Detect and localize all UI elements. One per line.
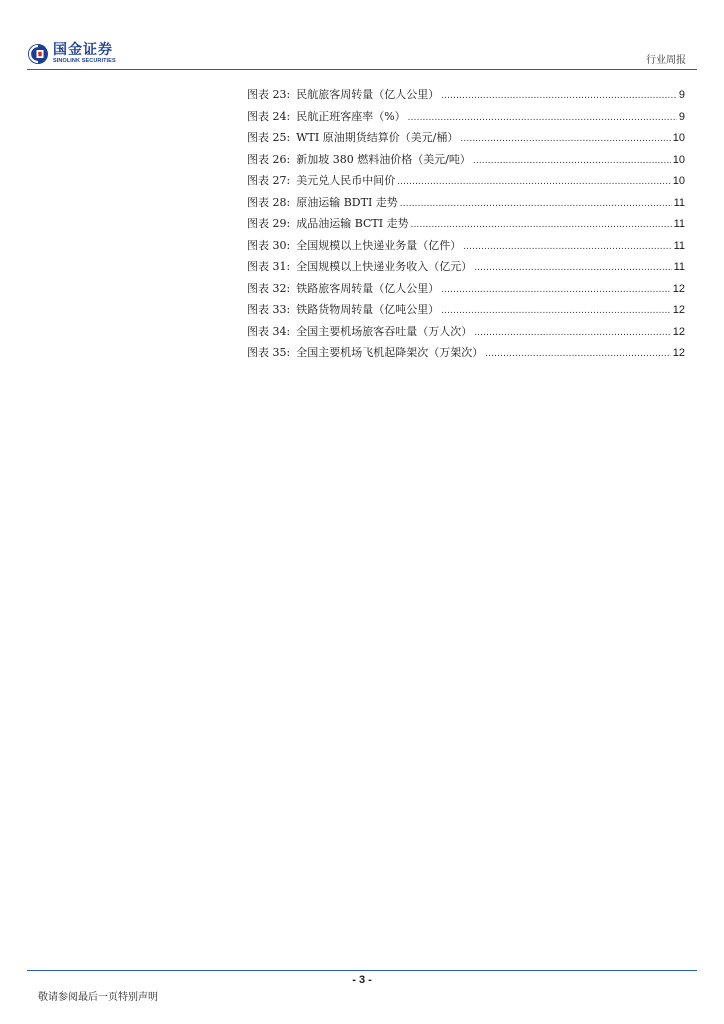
toc-entry-label: 图表 32: [247, 281, 291, 295]
toc-dot-leader [474, 262, 671, 273]
disclaimer-text: 敬请参阅最后一页特别声明 [38, 992, 158, 1003]
toc-entry[interactable] [247, 86, 685, 108]
toc-entry-page: 11 [673, 196, 685, 209]
toc-dot-leader [400, 198, 672, 209]
toc-entry-label: 图表 26: [247, 152, 291, 166]
toc-dot-leader [485, 348, 671, 359]
logo-chinese-name: 国金证券 [53, 42, 113, 59]
toc-entry[interactable] [247, 215, 685, 237]
toc-entry-title: 全国规模以上快递业务量（亿件） [296, 238, 462, 252]
toc-entry-page: 11 [673, 261, 685, 273]
logo-english-name: SINOLINK SECURITIES [53, 58, 116, 65]
toc-entry[interactable] [247, 258, 685, 280]
toc-dot-leader [441, 90, 677, 101]
toc-dot-leader [474, 327, 671, 338]
toc-entry-title: 全国主要机场飞机起降架次（万架次） [296, 346, 484, 359]
toc-entry-title: 美元兑人民币中间价 [296, 174, 396, 187]
toc-dot-leader [441, 284, 671, 295]
toc-entry-label: 图表 31: [247, 260, 291, 273]
toc-dot-leader [411, 219, 672, 230]
page-number: - 3 - [352, 974, 372, 986]
toc-entry-page: 12 [672, 304, 685, 316]
toc-entry-page: 9 [678, 89, 685, 101]
toc-entry[interactable] [247, 280, 685, 302]
toc-entry-label: 图表 34: [247, 324, 291, 338]
toc-entry-title: 成品油运输 BCTI 走势 [296, 217, 409, 230]
toc-dot-leader [408, 112, 677, 123]
toc-entry[interactable] [247, 344, 685, 366]
toc-entry-page: 12 [672, 282, 685, 295]
toc-entry-title: 铁路旅客周转量（亿人公里） [296, 281, 440, 295]
table-of-figures [247, 86, 685, 366]
toc-dot-leader [460, 133, 670, 144]
toc-entry-title: 原油运输 BDTI 走势 [296, 195, 398, 209]
toc-entry-page: 10 [672, 175, 685, 187]
toc-entry[interactable] [247, 108, 685, 130]
toc-dot-leader [397, 176, 671, 187]
logo-emblem-icon [27, 43, 49, 65]
toc-entry-page: 9 [678, 110, 685, 123]
toc-entry-page: 10 [672, 153, 685, 166]
toc-entry-title: WTI 原油期货结算价（美元/桶） [296, 131, 459, 144]
toc-entry-page: 12 [672, 347, 685, 359]
toc-entry-label: 图表 23: [247, 88, 291, 101]
report-type-label: 行业周报 [646, 55, 686, 66]
toc-entry-page: 10 [672, 132, 685, 144]
page-header [0, 0, 724, 72]
toc-dot-leader [473, 155, 671, 166]
toc-entry-title: 铁路货物周转量（亿吨公里） [296, 303, 440, 316]
toc-entry-label: 图表 28: [247, 195, 291, 209]
toc-entry-label: 图表 35: [247, 346, 291, 359]
toc-entry-label: 图表 29: [247, 217, 291, 230]
toc-entry-label: 图表 27: [247, 174, 291, 187]
toc-entry-label: 图表 25: [247, 131, 291, 144]
toc-entry-page: 11 [673, 239, 685, 252]
header-divider [27, 69, 697, 70]
toc-entry-label: 图表 24: [247, 109, 291, 123]
toc-dot-leader [441, 305, 671, 316]
toc-entry[interactable] [247, 172, 685, 194]
toc-entry-title: 新加坡 380 燃料油价格（美元/吨） [296, 152, 471, 166]
toc-entry-page: 12 [672, 325, 685, 338]
toc-entry-page: 11 [673, 218, 685, 230]
toc-entry-title: 民航正班客座率（%） [296, 109, 406, 123]
toc-entry[interactable] [247, 194, 685, 216]
toc-entry-label: 图表 30: [247, 238, 291, 252]
toc-entry-title: 全国主要机场旅客吞吐量（万人次） [296, 324, 473, 338]
toc-entry[interactable] [247, 237, 685, 259]
toc-entry-title: 民航旅客周转量（亿人公里） [296, 88, 440, 101]
footer-divider [27, 970, 697, 971]
company-logo [27, 40, 116, 68]
toc-entry-title: 全国规模以上快递业务收入（亿元） [296, 260, 473, 273]
toc-entry[interactable] [247, 301, 685, 323]
toc-entry[interactable] [247, 129, 685, 151]
toc-entry[interactable] [247, 151, 685, 173]
toc-dot-leader [463, 241, 671, 252]
toc-entry[interactable] [247, 323, 685, 345]
toc-entry-label: 图表 33: [247, 303, 291, 316]
